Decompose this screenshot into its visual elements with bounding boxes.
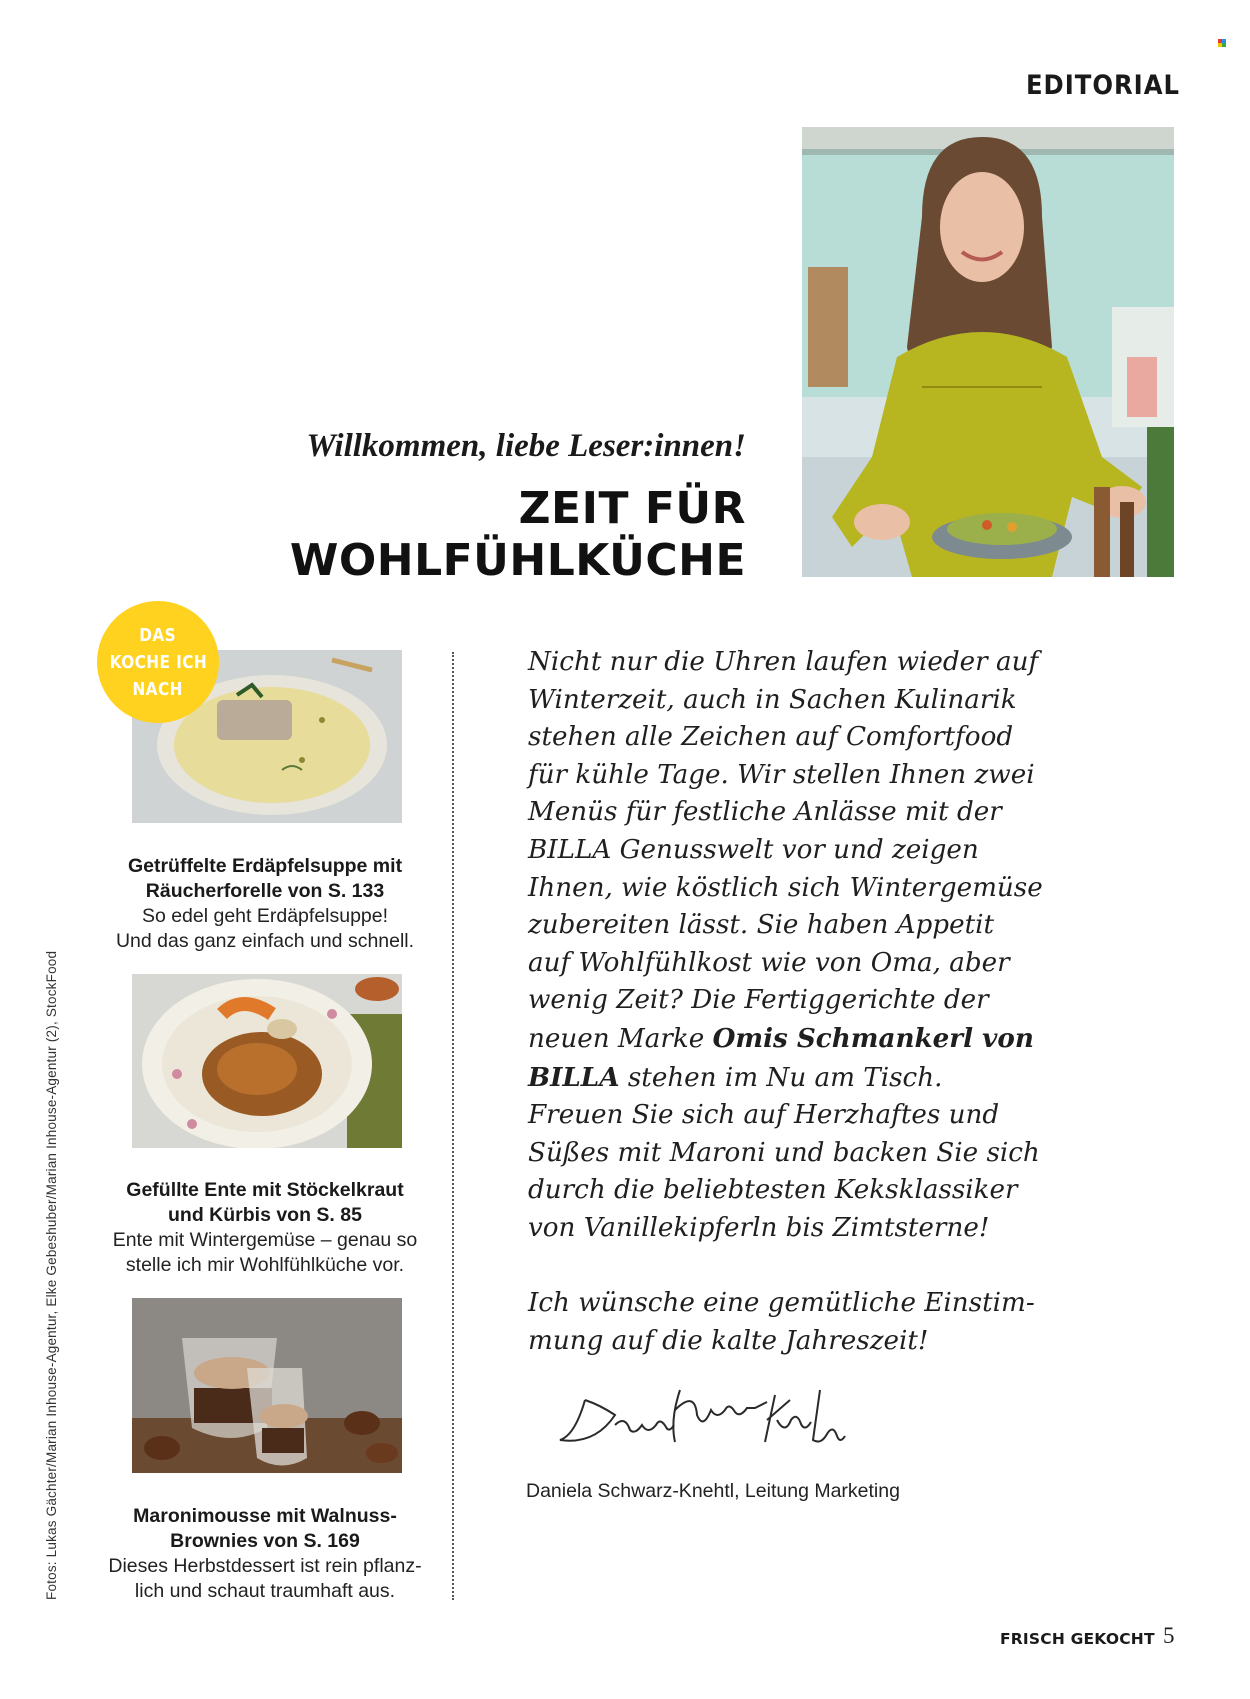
body-line: Nicht nur die Uhren laufen wieder auf <box>528 647 1039 677</box>
photo-credit: Fotos: Lukas Gächter/Marian Inhouse-Agentur, Elke Gebeshuber/Marian Inhouse-Agentur (2), StockFood <box>44 950 59 1600</box>
recipe-1-desc-line-2: Und das ganz einfach und schnell. <box>115 930 415 952</box>
badge-line-3: NACH <box>132 678 184 700</box>
body-line <box>528 1020 1088 1059</box>
body-line <box>528 1059 1088 1098</box>
closing-line: mung auf die kalte Jahreszeit! <box>528 1325 929 1356</box>
recipe-2-desc-line-1: Ente mit Wintergemüse – genau so <box>112 1229 418 1251</box>
recipe-2-title-line-1: Gefüllte Ente mit Stöckelkraut <box>126 1179 404 1201</box>
paragraph-gap <box>528 1248 1088 1286</box>
body-text: neuen Marke <box>528 1023 713 1054</box>
body-line: auf Wohlfühlkost wie von Oma, aber <box>528 947 1010 978</box>
brand-name: Omis Schmankerl von <box>712 1022 1034 1054</box>
recipe-caption-1 <box>95 854 435 954</box>
recipe-3-title-line-1: Maronimousse mit Walnuss- <box>133 1505 397 1527</box>
body-line: Ihnen, wie köstlich sich Wintergemüse <box>528 872 1043 903</box>
body-text: stehen im Nu am Tisch. <box>619 1062 943 1093</box>
body-line: Winterzeit, auch in Sachen Kulinarik <box>528 684 1017 715</box>
headline-line-2: WOHLFÜHLKÜCHE <box>289 535 746 586</box>
recommendation-badge <box>97 601 219 723</box>
recipe-caption-3 <box>95 1504 435 1604</box>
page-headline <box>250 483 746 587</box>
magazine-name: FRISCH GEKOCHT <box>1000 1630 1155 1648</box>
brand-name: BILLA <box>528 1061 620 1093</box>
page-number: 5 <box>1163 1623 1175 1648</box>
logo-mark-icon <box>1218 34 1226 42</box>
body-line: Menüs für festliche Anlässe mit der <box>528 797 1002 828</box>
recipe-3-desc-line-1: Dieses Herbstdessert ist rein pflanz- <box>108 1555 422 1577</box>
editor-portrait-photo <box>802 127 1174 577</box>
dessert-photo <box>132 1298 402 1473</box>
recipe-2-desc-line-2: stelle ich mir Wohlfühlküche vor. <box>125 1254 405 1276</box>
recipe-3-desc-line-2: lich und schaut traumhaft aus. <box>134 1580 396 1602</box>
body-line: stehen alle Zeichen auf Comfortfood <box>528 722 1014 753</box>
duck-photo <box>132 974 402 1148</box>
handwritten-signature <box>555 1380 875 1460</box>
recipe-2-title-line-2: und Kürbis von S. 85 <box>168 1204 362 1226</box>
body-line: BILLA Genusswelt vor und zeigen <box>528 834 979 865</box>
body-line: von Vanillekipferln bis Zimtsterne! <box>528 1212 990 1243</box>
column-divider <box>452 652 454 1600</box>
recipe-1-title-line-2: Räucherforelle von S. 133 <box>145 880 385 902</box>
recipe-caption-2 <box>95 1178 435 1278</box>
body-line: zubereiten lässt. Sie haben Appetit <box>528 910 994 941</box>
section-label: EDITORIAL <box>1025 70 1180 101</box>
body-line: Freuen Sie sich auf Herzhaftes und <box>528 1100 1000 1131</box>
headline-line-1: ZEIT FÜR <box>518 483 746 534</box>
recipe-1-desc-line-1: So edel geht Erdäpfelsuppe! <box>141 905 389 927</box>
badge-line-2: KOCHE ICH <box>109 651 207 673</box>
recipe-3-title-line-2: Brownies von S. 169 <box>170 1530 360 1552</box>
closing-line: Ich wünsche eine gemütliche Einstim- <box>528 1288 1035 1319</box>
body-line: wenig Zeit? Die Fertiggerichte der <box>528 985 989 1016</box>
badge-line-1: DAS <box>139 624 177 646</box>
recipe-1-title-line-1: Getrüffelte Erdäpfelsuppe mit <box>127 855 403 877</box>
body-line: für kühle Tage. Wir stellen Ihnen zwei <box>528 759 1035 790</box>
body-line: durch die beliebtesten Keksklassiker <box>528 1175 1018 1206</box>
body-line: Süßes mit Maroni und backen Sie sich <box>528 1137 1040 1168</box>
signer-name: Daniela Schwarz-Knehtl, Leitung Marketing <box>526 1480 900 1502</box>
editorial-body <box>528 644 1088 1360</box>
welcome-greeting: Willkommen, liebe Leser:innen! <box>306 428 746 464</box>
